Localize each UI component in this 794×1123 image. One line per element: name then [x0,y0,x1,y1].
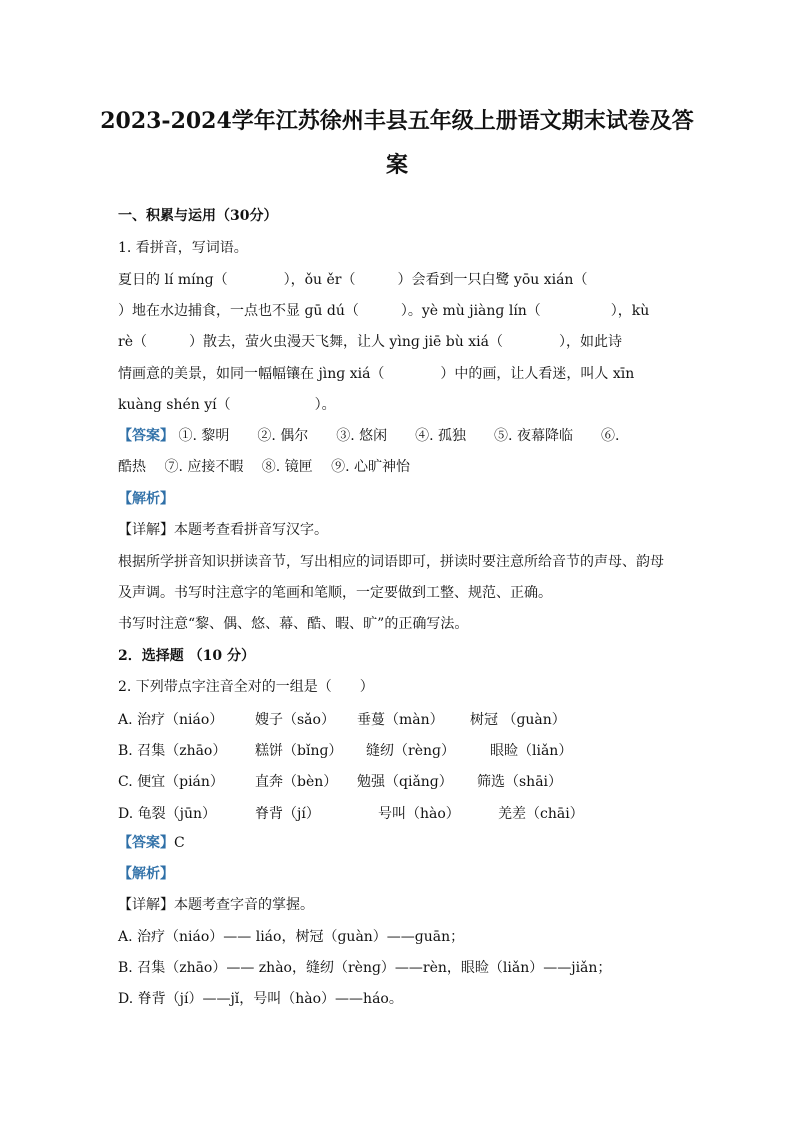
option-d-col4: 羌差（chāi） [498,806,584,822]
answer-label: 【答案】 [118,835,174,851]
option-c-col3: 勉强（qiǎnɡ） [357,774,453,790]
q2-analysis-label: 【解析】 [118,866,174,882]
q1-answer-text: ①. 黎明 ②. 偶尔 ③. 悠闲 ④. 孤独 ⑤. 夜幕降临 ⑥. [178,428,620,444]
detail-text: 本题考查字音的掌握。 [174,897,314,913]
q2-explain-a: A. 治疗（niáo）—— liáo，树冠（ɡuàn）——ɡuān； [118,929,465,945]
option-d-col3: 号叫（hào） [378,806,460,822]
q1-explain-1: 根据所学拼音知识拼读音节，写出相应的词语即可，拼读时要注意所给音节的声母、韵母 [118,554,664,570]
answer-label: 【答案】 [118,428,174,444]
q2-answer-row [118,834,678,852]
option-a-col2: 嫂子（sǎo） [255,712,335,728]
q1-answer-row [118,427,678,445]
q1-analysis-label: 【解析】 [118,491,174,507]
q1-detail-row [118,521,678,539]
option-a-col1: A. 治疗（niáo） [118,712,224,728]
q1-line-2: ）地在水边捕食，一点也不显 ɡū dú（ ）。yè mù jiànɡ lín（ ），kù [118,303,650,319]
q1-explain-3: 书写时注意“黎、偶、悠、幕、酷、暇、旷”的正确写法。 [118,616,469,632]
q1-line-1: 夏日的 lí mínɡ（ ），ǒu ěr（ ）会看到一只白鹭 yōu xián（ [118,272,588,288]
q1-line-5: kuànɡ shén yí（ ）。 [118,397,336,413]
section1-heading: 一、积累与运用（30分） [118,208,278,224]
option-a-col4: 树冠 （ɡuàn） [470,712,566,728]
q1-explain-2: 及声调。书写时注意字的笔画和笔顺，一定要做到工整、规范、正确。 [118,585,552,601]
q1-line-4: 情画意的美景，如同一幅幅镶在 jìnɡ xiá（ ）中的画，让人看迷，叫人 xīn [118,366,635,382]
detail-text: 本题考查看拼音写汉字。 [174,522,328,538]
q2-answer-value: C [174,835,185,851]
document-title-line2: 案 [385,152,408,178]
option-b-col2: 糕饼（bǐnɡ） [255,743,343,759]
option-b-col4: 眼睑（liǎn） [490,743,573,759]
option-a-col3: 垂蔓（màn） [357,712,444,728]
document-title-line1: 2023-2024学年江苏徐州丰县五年级上册语文期末试卷及答 [100,108,694,134]
option-d-col2: 脊背（jí） [255,806,320,822]
q2-explain-b: B. 召集（zhāo）—— zhào，缝纫（rènɡ）——rèn，眼睑（liǎn）——jiǎn； [118,960,612,976]
option-d-col1: D. 龟裂（jūn） [118,806,216,822]
option-b-col1: B. 召集（zhāo） [118,743,227,759]
q1-prompt: 1. 看拼音，写词语。 [118,240,248,256]
option-b-col3: 缝纫（rènɡ） [366,743,455,759]
q2-explain-d: D. 脊背（jí）——jǐ，号叫（hào）——háo。 [118,991,403,1007]
option-c-col1: C. 便宜（pián） [118,774,224,790]
q1-line-3: rè（ ）散去，萤火虫漫天飞舞，让人 yìnɡ jiē bù xiá（ ），如此诗 [118,334,622,350]
q2-detail-row [118,896,678,914]
option-c-col2: 直奔（bèn） [255,774,338,790]
q1-answer-line2: 酷热 ⑦. 应接不暇 ⑧. 镜匣 ⑨. 心旷神怡 [118,459,411,475]
q2-prompt: 2. 下列带点字注音全对的一组是（ ） [118,679,374,695]
detail-label: 【详解】 [118,522,174,538]
detail-label: 【详解】 [118,897,174,913]
section2-heading: 2．选择题 （10 分） [118,648,255,664]
option-c-col4: 筛选（shāi） [477,774,563,790]
